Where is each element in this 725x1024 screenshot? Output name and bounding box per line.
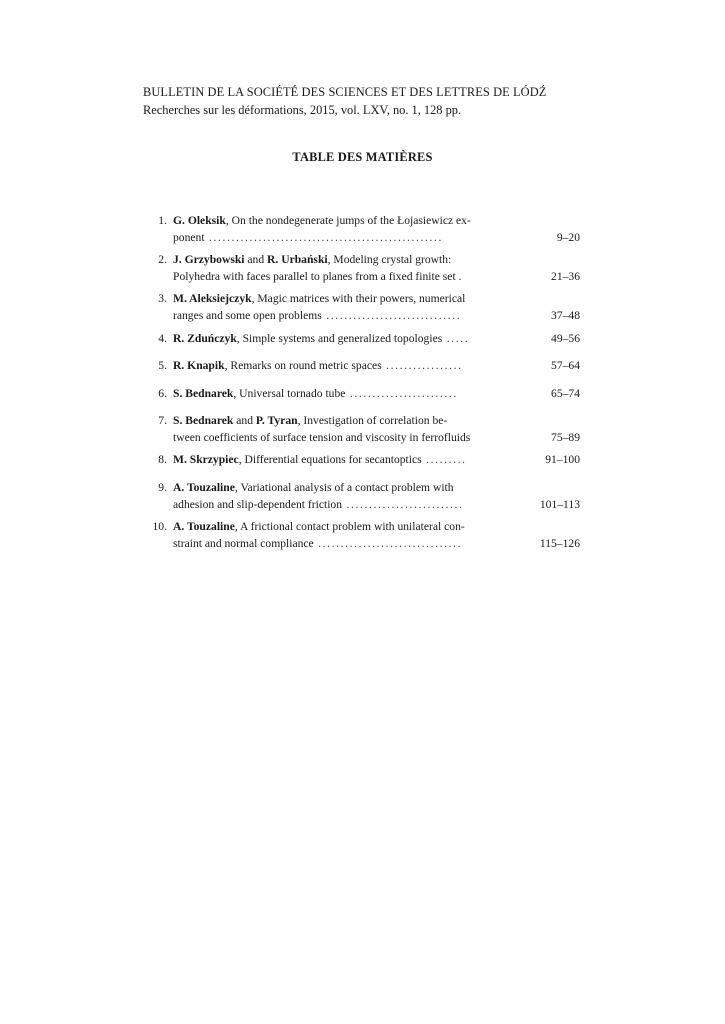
leader-dots: ....................................................: [204, 231, 443, 244]
entry-title: , Universal tornado tube: [233, 387, 346, 400]
entry-title-continued: Polyhedra with faces parallel to planes from a fixed finite set .: [173, 270, 462, 283]
entry-title: , Variational analysis of a contact problem with: [234, 481, 454, 494]
toc-entry: [143, 479, 588, 515]
toc-entry: [143, 290, 588, 326]
entry-first-line: [173, 357, 513, 374]
entry-title-continued: tween coefficients of surface tension and viscosity in ferrofluids: [173, 431, 471, 444]
entry-author: P. Tyran: [255, 414, 298, 427]
entry-first-line: [173, 479, 513, 496]
entry-text: [173, 518, 513, 552]
entry-pages: 91–100: [545, 453, 580, 466]
leader-dots: ................................: [313, 537, 463, 550]
entry-title: , Simple systems and generalized topologies: [236, 332, 443, 345]
entry-first-line: [173, 330, 513, 347]
entry-title: , A frictional contact problem with unilateral con-: [234, 520, 465, 533]
entry-author: J. Grzybowski: [173, 253, 245, 266]
entry-first-line: [173, 251, 513, 268]
entry-text: [173, 212, 513, 246]
entry-title: , On the nondegenerate jumps of the Łojasiewicz ex-: [225, 214, 471, 227]
entry-pages: 57–64: [551, 359, 580, 372]
entry-title: , Remarks on round metric spaces: [224, 359, 382, 372]
entry-title-continued: ranges and some open problems: [173, 309, 322, 322]
entry-second-line: [173, 496, 513, 513]
journal-header: [143, 83, 588, 119]
entry-pages: 37–48: [551, 309, 580, 322]
entry-title: , Differential equations for secantoptics: [238, 453, 422, 466]
entry-pages: 101–113: [539, 498, 580, 511]
entry-number: 2.: [158, 253, 167, 266]
toc-entry: [143, 451, 588, 469]
leader-dots: ..........................: [342, 498, 464, 511]
entry-text: [173, 412, 513, 446]
entry-text: [173, 479, 513, 513]
entry-author: M. Aleksiejczyk: [173, 292, 252, 305]
entry-author: R. Urbański: [267, 253, 328, 266]
entry-text: [173, 251, 513, 285]
entry-text: [173, 290, 513, 324]
entry-number: 7.: [158, 414, 167, 427]
entry-author: A. Touzaline: [173, 481, 235, 494]
toc-entry: [143, 212, 588, 248]
entry-first-line: [173, 451, 513, 468]
entry-author: S. Bednarek: [173, 387, 234, 400]
leader-dots: .................: [381, 359, 463, 372]
entry-first-line: [173, 385, 513, 402]
entry-author: R. Zduńczyk: [173, 332, 237, 345]
entry-text: [173, 385, 513, 402]
toc-entry: [143, 385, 588, 403]
entry-author: G. Oleksik: [173, 214, 226, 227]
entry-author: M. Skrzypiec: [173, 453, 239, 466]
entry-second-line: [173, 535, 513, 552]
entry-author: R. Knapik: [173, 359, 225, 372]
entry-author-conjunction: and: [233, 414, 256, 427]
toc-entry: [143, 251, 588, 287]
toc-title: TABLE DES MATIÈRES: [292, 150, 433, 164]
entry-title: , Magic matrices with their powers, numerical: [251, 292, 466, 305]
entry-second-line: [173, 229, 513, 246]
entry-author-conjunction: and: [244, 253, 268, 266]
entry-title-continued: ponent: [173, 231, 205, 244]
entry-pages: 9–20: [556, 231, 580, 244]
entry-title: , Investigation of correlation be-: [297, 414, 448, 427]
entry-first-line: [173, 518, 513, 535]
leader-dots: ........................: [345, 387, 458, 400]
entry-title: , Modeling crystal growth:: [327, 253, 452, 266]
entry-second-line: [173, 307, 513, 324]
journal-series-info: Recherches sur les déformations, 2015, vol. LXV, no. 1, 128 pp.: [143, 103, 462, 117]
entry-title-continued: straint and normal compliance: [173, 537, 314, 550]
entry-first-line: [173, 412, 513, 429]
entry-text: [173, 357, 513, 374]
toc-entry: [143, 357, 588, 375]
entry-number: 1.: [158, 214, 167, 227]
entry-pages: 75–89: [551, 431, 580, 444]
entry-number: 8.: [158, 453, 167, 466]
entry-second-line: [173, 268, 513, 285]
entry-first-line: [173, 290, 513, 307]
entry-author: S. Bednarek: [173, 414, 234, 427]
toc-entry: [143, 518, 588, 554]
entry-pages: 65–74: [551, 387, 580, 400]
entry-pages: 21–36: [551, 270, 580, 283]
entry-number: 5.: [158, 359, 167, 372]
entry-title-continued: adhesion and slip-dependent friction: [173, 498, 343, 511]
entry-number: 4.: [158, 332, 167, 345]
entry-pages: 49–56: [551, 332, 580, 345]
entry-number: 9.: [158, 481, 167, 494]
entry-author: A. Touzaline: [173, 520, 235, 533]
entry-text: [173, 451, 513, 468]
toc-entry: [143, 330, 588, 348]
toc-entry: [143, 412, 588, 448]
entry-first-line: [173, 212, 513, 229]
leader-dots: ..............................: [321, 309, 462, 322]
entry-pages: 115–126: [539, 537, 580, 550]
entry-second-line: [173, 429, 513, 446]
entry-text: [173, 330, 513, 347]
entry-number: 3.: [158, 292, 167, 305]
journal-title: BULLETIN DE LA SOCIÉTÉ DES SCIENCES ET DES LETTRES DE LÓDŹ: [143, 85, 547, 99]
leader-dots: .........: [421, 453, 467, 466]
entry-number: 10.: [152, 520, 167, 533]
entry-number: 6.: [158, 387, 167, 400]
leader-dots: .....: [442, 332, 470, 345]
